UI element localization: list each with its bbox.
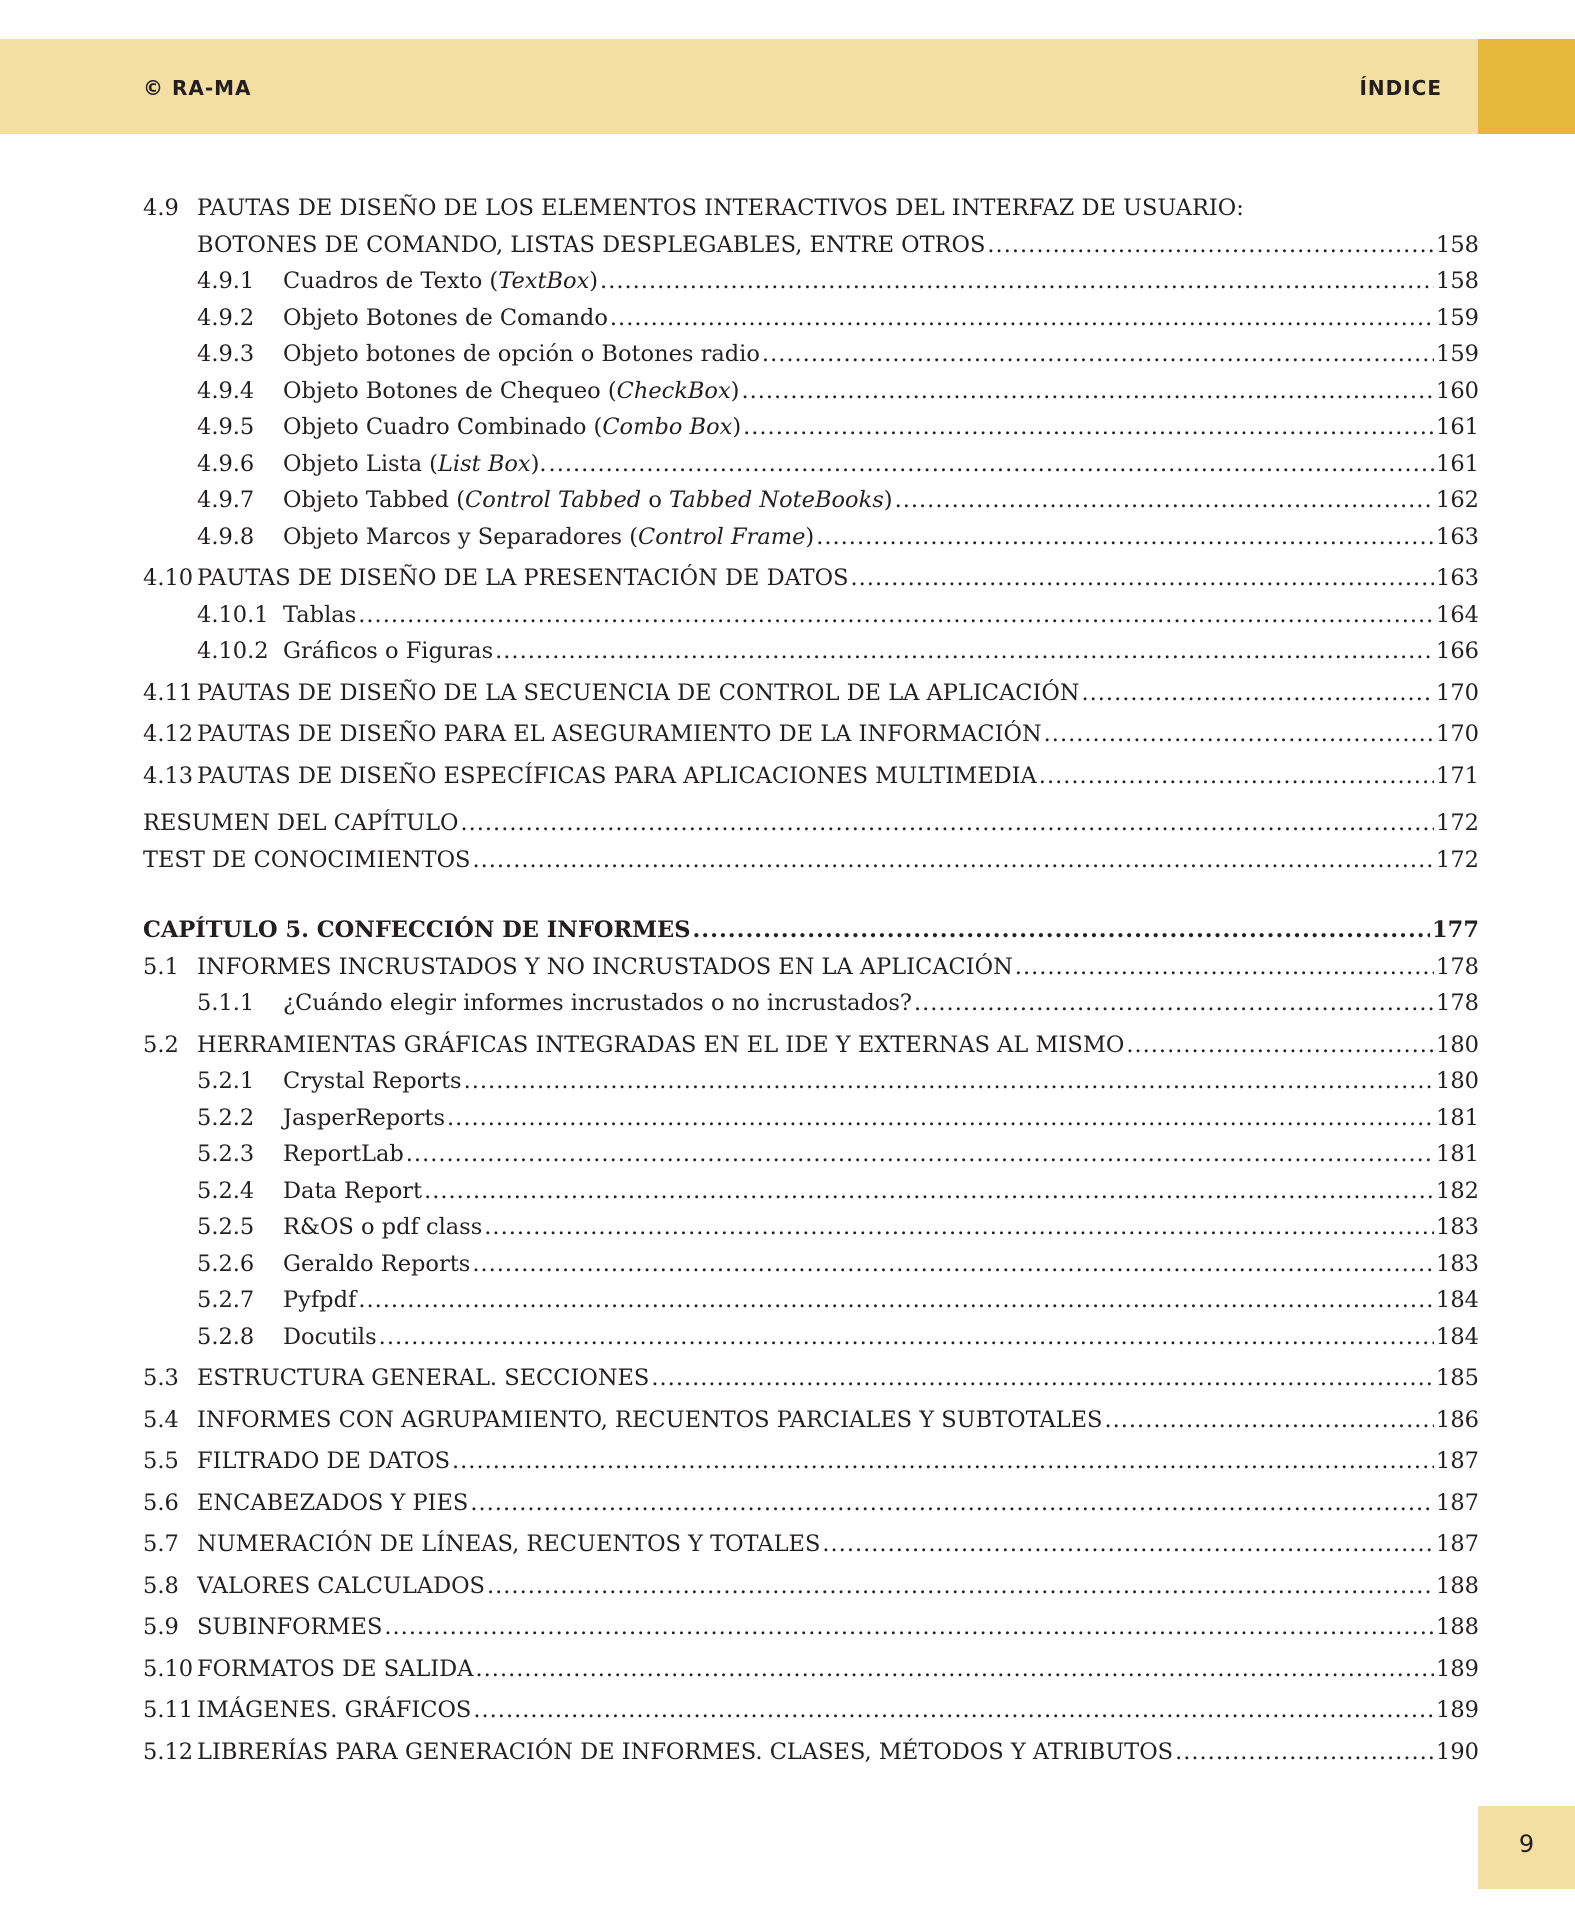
- toc-title: Objeto botones de opción o Botones radio: [283, 341, 760, 367]
- toc-number: 5.2.7: [197, 1287, 255, 1313]
- toc-number: 5.5: [143, 1448, 179, 1474]
- dot-leader: [895, 482, 1434, 519]
- toc-number: 5.4: [143, 1406, 179, 1433]
- toc-title: Objeto Botones de Comando: [283, 304, 608, 331]
- publisher-label: © RA-MA: [143, 76, 252, 100]
- toc-number: 4.9: [143, 195, 179, 221]
- toc-title: SUBINFORMES: [197, 1614, 383, 1640]
- toc-number: 5.8: [143, 1572, 179, 1599]
- toc-number: 5.9: [143, 1614, 179, 1640]
- toc-subentry[interactable]: [197, 1246, 1479, 1283]
- toc-page: 183: [1436, 1214, 1479, 1240]
- toc-subentry[interactable]: [197, 1136, 1479, 1173]
- toc-entry[interactable]: [143, 1443, 1479, 1480]
- toc-number: 5.3: [143, 1365, 179, 1391]
- toc-title: RESUMEN DEL CAPÍTULO: [143, 810, 459, 836]
- toc-number: 4.9.8: [197, 523, 255, 550]
- toc-title: INFORMES INCRUSTADOS Y NO INCRUSTADOS EN LA APLICACIÓN: [197, 953, 1013, 980]
- dot-leader: [1044, 716, 1434, 753]
- dot-leader: [475, 1651, 1434, 1688]
- toc-number: 4.9.6: [197, 450, 255, 477]
- toc-number: 5.2.5: [197, 1214, 255, 1240]
- toc-page: 180: [1436, 1068, 1479, 1094]
- toc-page: 161: [1436, 414, 1479, 440]
- toc-page: 159: [1436, 341, 1479, 367]
- toc-number: 4.9.4: [197, 377, 255, 404]
- toc-number: 5.1.1: [197, 990, 255, 1016]
- toc-title: FORMATOS DE SALIDA: [197, 1655, 474, 1682]
- toc-title: FILTRADO DE DATOS: [197, 1448, 450, 1474]
- dot-leader: [473, 1692, 1434, 1729]
- toc-title: HERRAMIENTAS GRÁFICAS INTEGRADAS EN EL IDE Y EXTERNAS AL MISMO: [197, 1031, 1125, 1058]
- toc-title: Objeto Botones de Chequeo (CheckBox): [283, 377, 740, 404]
- toc-page: 170: [1436, 679, 1479, 706]
- dot-leader: [495, 633, 1434, 670]
- toc-page: 159: [1436, 304, 1479, 331]
- toc-title: BOTONES DE COMANDO, LISTAS DESPLEGABLES, ENTRE OTROS: [197, 231, 986, 258]
- toc-page: 160: [1436, 377, 1479, 404]
- toc-entry[interactable]: [143, 1485, 1479, 1522]
- toc-page: 181: [1436, 1141, 1479, 1167]
- toc-title: Tablas: [283, 601, 357, 628]
- toc-subentry[interactable]: [197, 519, 1479, 556]
- dot-leader: [914, 985, 1434, 1022]
- dot-leader: [1015, 949, 1434, 986]
- toc-page: 187: [1436, 1489, 1479, 1516]
- toc-title: PAUTAS DE DISEÑO DE LA PRESENTACIÓN DE DATOS: [197, 565, 849, 591]
- toc-title: Data Report: [283, 1177, 423, 1204]
- toc-subentry[interactable]: [197, 446, 1479, 483]
- dot-leader: [484, 1209, 1434, 1246]
- dot-leader: [358, 597, 1434, 634]
- toc-number: 5.2.1: [197, 1068, 255, 1094]
- toc-entry[interactable]: [143, 560, 1479, 597]
- toc-title: ESTRUCTURA GENERAL. SECCIONES: [197, 1365, 650, 1391]
- dot-leader: [358, 1282, 1434, 1319]
- toc-page: 187: [1436, 1448, 1479, 1474]
- toc-page: 180: [1436, 1031, 1479, 1058]
- toc-title: R&OS o pdf class: [283, 1214, 483, 1240]
- toc-title: Cuadros de Texto (TextBox): [283, 268, 599, 294]
- dot-leader: [379, 1319, 1434, 1356]
- toc-entry[interactable]: [143, 1360, 1479, 1397]
- toc-number: 5.11: [143, 1697, 194, 1723]
- toc-entry[interactable]: [143, 1651, 1479, 1688]
- header-accent-tab: [1478, 39, 1575, 134]
- toc-page: 188: [1436, 1614, 1479, 1640]
- dot-leader: [822, 1526, 1434, 1563]
- toc-page: 189: [1436, 1697, 1479, 1723]
- toc-title: NUMERACIÓN DE LÍNEAS, RECUENTOS Y TOTALES: [197, 1531, 821, 1557]
- toc-number: 4.12: [143, 721, 194, 747]
- toc-page: 158: [1436, 268, 1479, 294]
- toc-subentry[interactable]: [197, 263, 1479, 300]
- dot-leader: [1081, 675, 1434, 712]
- dot-leader: [600, 263, 1434, 300]
- toc-entry[interactable]: [143, 716, 1479, 753]
- toc-page: 189: [1436, 1655, 1479, 1682]
- toc-number: 4.10: [143, 565, 194, 591]
- toc-subentry[interactable]: [197, 409, 1479, 446]
- toc-page: 190: [1436, 1738, 1479, 1765]
- toc-subentry[interactable]: [197, 1173, 1479, 1210]
- dot-leader: [384, 1609, 1434, 1646]
- toc-title: INFORMES CON AGRUPAMIENTO, RECUENTOS PARCIALES Y SUBTOTALES: [197, 1406, 1103, 1433]
- toc-entry[interactable]: [143, 949, 1479, 986]
- dot-leader: [452, 1443, 1434, 1480]
- toc-page: 181: [1436, 1104, 1479, 1131]
- dot-leader: [762, 336, 1434, 373]
- toc-page: 188: [1436, 1572, 1479, 1599]
- toc-entry[interactable]: [143, 1734, 1479, 1771]
- toc-title: Gráficos o Figuras: [283, 638, 494, 664]
- toc-subentry[interactable]: [197, 633, 1479, 670]
- toc-subentry[interactable]: [197, 1319, 1479, 1356]
- toc-page: 163: [1436, 565, 1479, 591]
- toc-title: IMÁGENES. GRÁFICOS: [197, 1697, 472, 1723]
- toc-title: LIBRERÍAS PARA GENERACIÓN DE INFORMES. CLASES, MÉTODOS Y ATRIBUTOS: [197, 1738, 1174, 1765]
- dot-leader: [1126, 1027, 1434, 1064]
- toc-page: 166: [1436, 638, 1479, 664]
- toc-number: 4.10.2: [197, 638, 269, 664]
- toc-page: 170: [1436, 721, 1479, 747]
- toc-title: VALORES CALCULADOS: [197, 1572, 485, 1599]
- toc-subentry[interactable]: [197, 985, 1479, 1022]
- toc-number: 4.9.1: [197, 268, 255, 294]
- toc-page: 172: [1436, 810, 1479, 836]
- toc-chapter-heading[interactable]: [143, 912, 1479, 949]
- toc-title: ReportLab: [283, 1141, 404, 1167]
- toc-subentry[interactable]: [197, 482, 1479, 519]
- dot-leader: [743, 409, 1434, 446]
- dot-leader: [741, 373, 1434, 410]
- toc-entry[interactable]: [143, 758, 1479, 795]
- toc-number: 5.2: [143, 1031, 179, 1058]
- dot-leader: [549, 446, 1435, 483]
- toc-title: Objeto Cuadro Combinado (Combo Box): [283, 414, 742, 440]
- toc-subentry[interactable]: [197, 1100, 1479, 1137]
- toc-number: 5.6: [143, 1489, 179, 1516]
- toc-page: 184: [1436, 1323, 1479, 1350]
- toc-title: Docutils: [283, 1323, 377, 1350]
- dot-leader: [610, 300, 1434, 337]
- toc-title: TEST DE CONOCIMIENTOS: [143, 846, 471, 873]
- toc-page: 161: [1436, 450, 1479, 477]
- toc-number: 5.1: [143, 953, 179, 980]
- toc-entry[interactable]: [143, 1568, 1479, 1605]
- table-of-contents: [143, 190, 1479, 1770]
- toc-title: PAUTAS DE DISEÑO ESPECÍFICAS PARA APLICACIONES MULTIMEDIA: [197, 762, 1037, 789]
- toc-number: 5.2.2: [197, 1104, 255, 1131]
- dot-leader: [692, 912, 1430, 949]
- toc-title: JasperReports: [283, 1104, 446, 1131]
- toc-number: 4.9.7: [197, 487, 255, 513]
- dot-leader: [651, 1360, 1434, 1397]
- toc-page: 162: [1436, 487, 1479, 513]
- toc-page: 186: [1436, 1406, 1479, 1433]
- toc-entry[interactable]: [143, 1692, 1479, 1729]
- toc-page: 172: [1436, 846, 1479, 873]
- dot-leader: [424, 1173, 1434, 1210]
- toc-page: 164: [1436, 601, 1479, 628]
- toc-title: Geraldo Reports: [283, 1250, 471, 1277]
- toc-entry[interactable]: [143, 1402, 1479, 1439]
- toc-number: 5.10: [143, 1655, 194, 1682]
- dot-leader: [816, 519, 1434, 556]
- toc-page: 163: [1436, 523, 1479, 550]
- toc-title: Objeto Tabbed (Control Tabbed o Tabbed NoteBooks): [283, 487, 893, 513]
- dot-leader: [406, 1136, 1434, 1173]
- toc-page: 185: [1436, 1365, 1479, 1391]
- toc-title: Crystal Reports: [283, 1068, 462, 1094]
- toc-page: 183: [1436, 1250, 1479, 1277]
- section-title: ÍNDICE: [1359, 76, 1442, 100]
- toc-entry[interactable]: [143, 1609, 1479, 1646]
- toc-number: 4.9.3: [197, 341, 255, 367]
- toc-number: 4.9.2: [197, 304, 255, 331]
- toc-subentry[interactable]: [197, 300, 1479, 337]
- toc-page: 182: [1436, 1177, 1479, 1204]
- dot-leader: [1104, 1402, 1434, 1439]
- toc-number: 4.13: [143, 762, 194, 789]
- toc-subentry[interactable]: [197, 1282, 1479, 1319]
- toc-number: 5.7: [143, 1531, 179, 1557]
- toc-title: ¿Cuándo elegir informes incrustados o no incrustados?: [283, 990, 912, 1016]
- toc-number: 4.10.1: [197, 601, 269, 628]
- toc-number: 4.11: [143, 679, 194, 706]
- toc-entry[interactable]: [143, 1526, 1479, 1563]
- toc-page: 187: [1436, 1531, 1479, 1557]
- toc-number: 5.12: [143, 1738, 194, 1765]
- dot-leader: [1039, 758, 1434, 795]
- toc-entry[interactable]: [143, 1027, 1479, 1064]
- dot-leader: [472, 1246, 1434, 1283]
- dot-leader: [851, 560, 1435, 597]
- toc-subentry[interactable]: [197, 597, 1479, 634]
- toc-page: 171: [1436, 762, 1479, 789]
- toc-title: PAUTAS DE DISEÑO PARA EL ASEGURAMIENTO DE LA INFORMACIÓN: [197, 721, 1042, 747]
- toc-entry[interactable]: [143, 675, 1479, 712]
- toc-entry-test[interactable]: [143, 842, 1479, 879]
- toc-page: 158: [1436, 231, 1479, 258]
- toc-page: 184: [1436, 1287, 1479, 1313]
- toc-title: PAUTAS DE DISEÑO DE LOS ELEMENTOS INTERACTIVOS DEL INTERFAZ DE USUARIO:: [197, 195, 1244, 221]
- toc-title: CAPÍTULO 5. CONFECCIÓN DE INFORMES: [143, 917, 691, 943]
- toc-subentry[interactable]: [197, 373, 1479, 410]
- toc-number: 5.2.4: [197, 1177, 255, 1204]
- toc-title: Objeto Lista (List Box).: [283, 450, 547, 477]
- dot-leader: [1175, 1734, 1434, 1771]
- toc-entry[interactable]: [143, 190, 1479, 227]
- toc-number: 4.9.5: [197, 414, 255, 440]
- toc-subentry[interactable]: [197, 1209, 1479, 1246]
- toc-number: 5.2.3: [197, 1141, 255, 1167]
- toc-number: 5.2.8: [197, 1323, 255, 1350]
- toc-entry-continuation[interactable]: [197, 227, 1479, 264]
- toc-subentry[interactable]: [197, 336, 1479, 373]
- dot-leader: [987, 227, 1434, 264]
- toc-number: 5.2.6: [197, 1250, 255, 1277]
- dot-leader: [464, 1063, 1434, 1100]
- toc-entry-summary[interactable]: [143, 805, 1479, 842]
- page-number: 9: [1518, 1830, 1535, 1858]
- dot-leader: [447, 1100, 1434, 1137]
- dot-leader: [460, 805, 1434, 842]
- dot-leader: [470, 1485, 1434, 1522]
- toc-title: Pyfpdf: [283, 1287, 357, 1313]
- toc-title: ENCABEZADOS Y PIES: [197, 1489, 469, 1516]
- dot-leader: [487, 1568, 1434, 1605]
- toc-page: 178: [1436, 953, 1479, 980]
- toc-page: 178: [1436, 990, 1479, 1016]
- toc-subentry[interactable]: [197, 1063, 1479, 1100]
- toc-title: Objeto Marcos y Separadores (Control Frame): [283, 523, 815, 550]
- toc-page: 177: [1432, 917, 1479, 943]
- toc-title: PAUTAS DE DISEÑO DE LA SECUENCIA DE CONTROL DE LA APLICACIÓN: [197, 679, 1080, 706]
- dot-leader: [472, 842, 1434, 879]
